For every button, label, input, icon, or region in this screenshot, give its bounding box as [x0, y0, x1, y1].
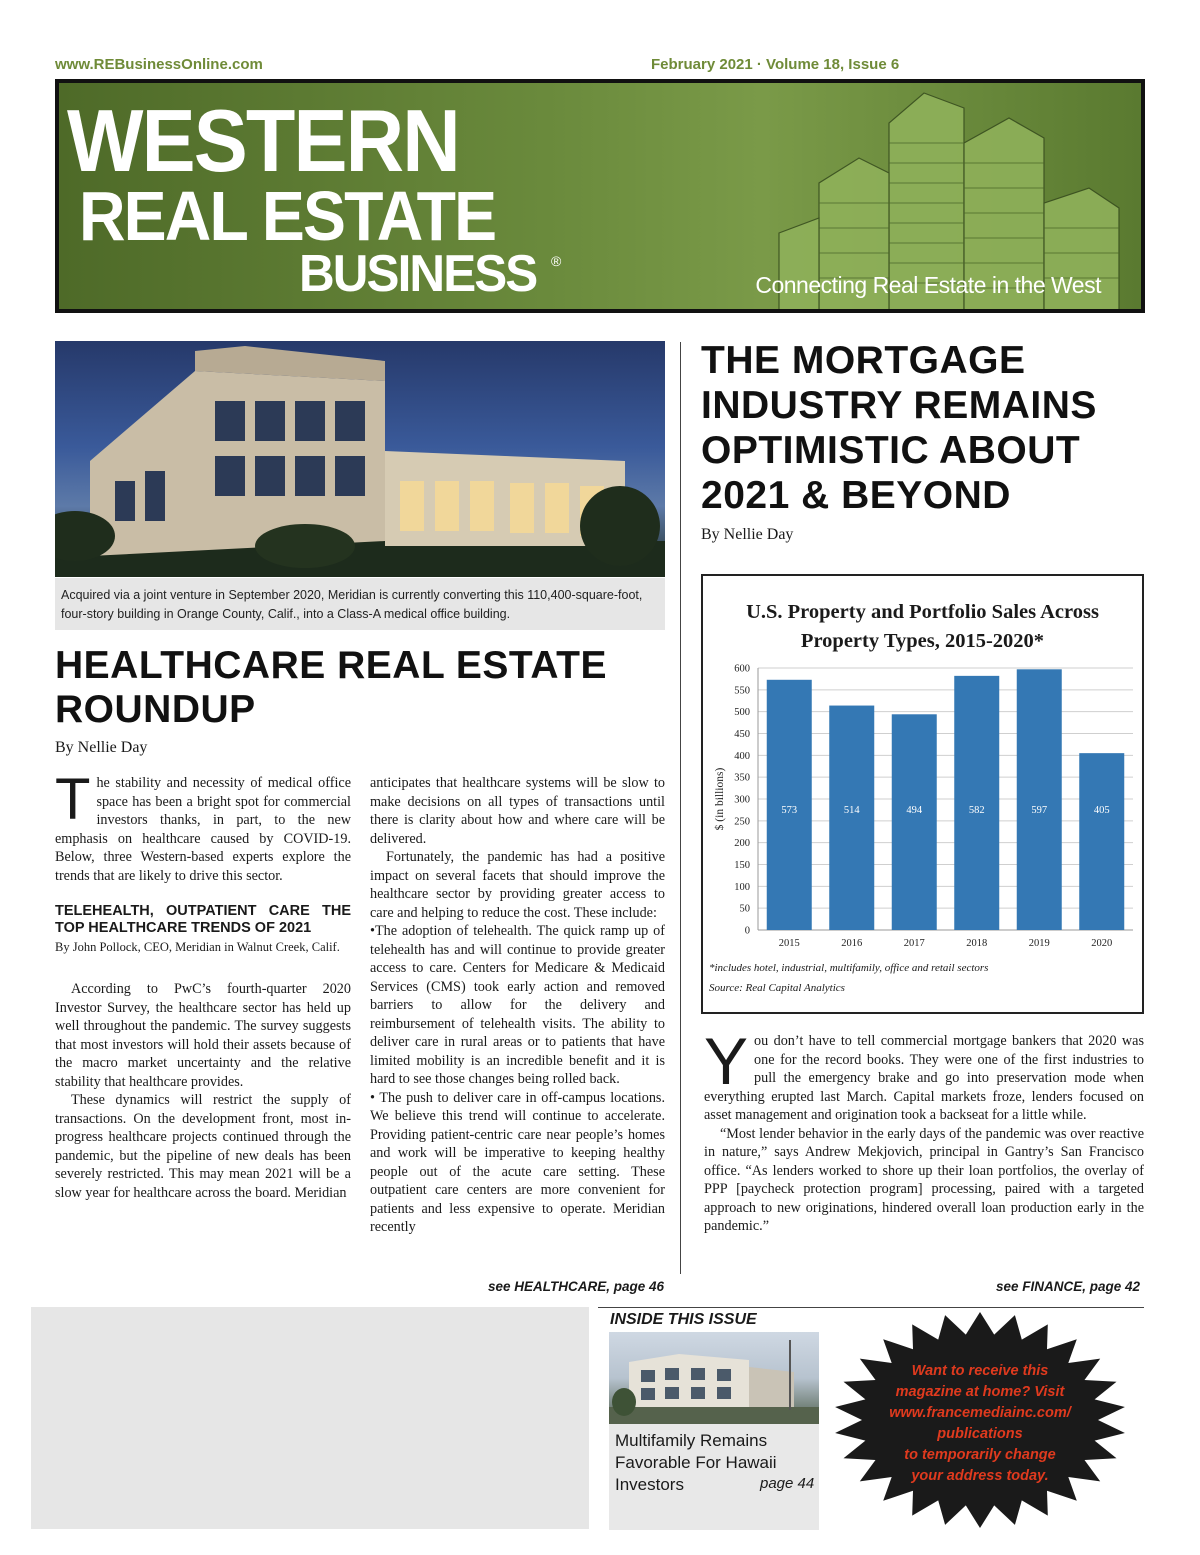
chart-data-label: 597 [1031, 805, 1048, 816]
healthcare-dropcap: T [55, 767, 91, 832]
masthead-title-western: WESTERN [67, 91, 459, 190]
healthcare-continued-link[interactable]: see HEALTHCARE, page 46 [488, 1279, 665, 1294]
sales-chart [701, 574, 1144, 1014]
chart-y-tick-label: 50 [739, 903, 750, 915]
chart-bar [892, 714, 937, 930]
chart-y-tick-label: 0 [744, 925, 750, 937]
column-divider [680, 342, 681, 1274]
healthcare-para-1: According to PwC’s fourth-quarter 2020 Investor Survey, the healthcare sector has held up well throughout the pandemic. The survey suggests that most investors will hold their assets because of the macro market uncertainty and the relative stability that healthcare provides. [55, 981, 351, 1090]
chart-y-tick-label: 250 [734, 816, 750, 828]
building-photo [55, 341, 665, 577]
promo-line-1: Want to receive this [911, 1363, 1049, 1379]
promo-line-6: your address today. [911, 1468, 1049, 1484]
healthcare-column-2 [370, 774, 665, 1237]
healthcare-sub-byline: By John Pollock, CEO, Meridian in Walnut Creek, Calif. [55, 940, 340, 954]
healthcare-headline-line2: ROUNDUP [55, 687, 256, 731]
masthead [55, 79, 1145, 313]
chart-plot [703, 658, 1142, 958]
registered-mark: ® [551, 253, 562, 269]
chart-y-axis-label: $ (in billions) [714, 767, 726, 831]
healthcare-bullet-2: • The push to deliver care in off-campus locations. We believe this trend will continue to accelerate. Providing patient-centric care near people’s homes and work will be imperative to keeping healthy people out of the acute care setting. These outpatient care centers are more convenient for patients and less expensive to operate. Meridian recently [370, 1089, 665, 1235]
healthcare-headline-line1: HEALTHCARE REAL ESTATE [55, 644, 607, 687]
chart-data-label: 514 [843, 805, 860, 816]
chart-x-tick-label: 2019 [1028, 938, 1050, 949]
chart-x-tick-label: 2018 [966, 938, 988, 949]
chart-y-tick-label: 350 [734, 772, 750, 784]
chart-y-tick-label: 100 [734, 881, 750, 893]
building-illustration [55, 341, 665, 577]
chart-data-label: 573 [781, 805, 798, 816]
healthcare-column-1 [55, 767, 351, 1202]
chart-bar [1079, 753, 1124, 930]
healthcare-col2-para-1: anticipates that healthcare systems will be slow to make decisions on all types of transactions until there is clarity about how and where care will be delivered. [370, 775, 665, 847]
masthead-title-real-estate: REAL ESTATE [79, 177, 496, 255]
promo-line-3[interactable]: www.francemediainc.com/ [889, 1405, 1071, 1421]
mortgage-headline-line2: INDUSTRY REMAINS [701, 384, 1097, 427]
chart-data-label: 494 [906, 805, 923, 816]
mortgage-para-1: ou don’t have to tell commercial mortgage bankers that 2020 was one for the record books. They were one of the first industries to pull the emergency brake and go into preservation mode when everything erupted last March. Capital markets froze, lenders focused on asset management and origination took a backseat for a little while. [704, 1033, 1144, 1123]
inside-issue-rule [598, 1307, 1144, 1308]
masthead-title-business: BUSINESS [299, 245, 537, 303]
multifamily-illustration [609, 1332, 819, 1424]
mortgage-body [704, 1024, 1144, 1236]
healthcare-col2-para-2: Fortunately, the pandemic has had a positive impact on several facets that should improve the healthcare sector by providing greater access to care and helping to reduce the cost. These include: [370, 849, 665, 921]
mortgage-headline [701, 338, 1097, 518]
chart-y-tick-label: 450 [734, 729, 750, 740]
healthcare-headline [55, 644, 607, 731]
chart-source: Source: Real Capital Analytics [709, 982, 845, 994]
chart-x-tick-label: 2015 [778, 938, 800, 949]
chart-data-label: 582 [968, 805, 985, 816]
chart-y-tick-label: 500 [734, 707, 750, 719]
chart-y-tick-label: 150 [734, 860, 750, 871]
chart-footnote: *includes hotel, industrial, multifamily, office and retail sectors [709, 962, 989, 974]
healthcare-bullet-1: •The adoption of telehealth. The quick ramp up of telehealth has and will continue to provide greater access to care. Centers for Medicare & Medicaid Services (CMS) took early action and removed barriers to allow for the delivery and reimbursement of telehealth visits. The ability to deliver care in rural areas or to patients that have limited mobility is an incredible benefit and it is hard to see those changes being rolled back. [370, 923, 665, 1087]
mortgage-headline-line4: 2021 & BEYOND [701, 474, 1011, 517]
website-url: www.REBusinessOnline.com [55, 56, 263, 73]
chart-x-tick-label: 2020 [1091, 938, 1113, 949]
mortgage-byline: By Nellie Day [701, 526, 794, 543]
chart-y-tick-label: 600 [734, 663, 750, 675]
chart-title [703, 598, 1142, 656]
chart-bar [1017, 669, 1062, 930]
healthcare-byline: By Nellie Day [55, 739, 148, 756]
inside-issue-photo [609, 1332, 819, 1424]
healthcare-para-2: These dynamics will restrict the supply of transactions. On the development front, most in-progress healthcare projects continued through the pandemic, but the pipeline of new deals has been severely restricted. This may mean 2021 will be a slow year for healthcare across the board. Meridian [55, 1092, 351, 1201]
chart-y-tick-label: 300 [734, 794, 750, 806]
inside-issue-label: INSIDE THIS ISSUE [610, 1311, 757, 1328]
finance-continued-link[interactable]: see FINANCE, page 42 [996, 1279, 1141, 1294]
healthcare-subhead: TELEHEALTH, OUTPATIENT CARE THE TOP HEALTHCARE TRENDS OF 2021 [55, 903, 351, 936]
chart-y-tick-label: 550 [734, 685, 750, 697]
mortgage-dropcap: Y [704, 1024, 749, 1098]
chart-title-line2: Property Types, 2015-2020* [800, 630, 1045, 652]
inside-issue-story[interactable]: Multifamily Remains Favorable For Hawaii Investors [615, 1431, 777, 1494]
mortgage-headline-line1: THE MORTGAGE [701, 339, 1026, 382]
chart-x-tick-label: 2016 [841, 938, 863, 949]
chart-bar [954, 676, 999, 930]
photo-caption: Acquired via a joint venture in September 2020, Meridian is currently converting this 110,400-square-foot, four-story building in Orange County, Calif., into a Class-A medical office building. [55, 578, 665, 630]
promo-text[interactable] [870, 1361, 1090, 1487]
healthcare-intro: he stability and necessity of medical office space has been a bright spot for commercial investors thanks, in part, to the new emphasis on healthcare caused by COVID-19. Below, three Western-based experts explore the trends that are likely to drive this sector. [55, 775, 351, 884]
masthead-tagline: Connecting Real Estate in the West [755, 272, 1101, 298]
chart-title-line1: U.S. Property and Portfolio Sales Across [746, 601, 1099, 623]
inside-issue-page: page 44 [760, 1475, 815, 1492]
promo-line-5: to temporarily change [904, 1447, 1056, 1463]
mortgage-headline-line3: OPTIMISTIC ABOUT [701, 429, 1081, 472]
chart-x-tick-label: 2017 [903, 938, 925, 949]
ad-placeholder [31, 1307, 589, 1529]
chart-data-label: 405 [1093, 805, 1110, 816]
chart-bar [829, 706, 874, 930]
mortgage-para-2: “Most lender behavior in the early days of the pandemic was over reactive in nature,” says Andrew Mekjovich, principal in Gantry’s San Francisco office. “As lenders worked to shore up their loan portfolios, the overlay of PPP [paycheck protection program] processing, paired with a targeted approach to new originations, hindered overall loan production early in the pandemic.” [704, 1125, 1144, 1234]
chart-y-tick-label: 200 [734, 838, 750, 850]
promo-line-4[interactable]: publications [937, 1426, 1023, 1442]
issue-date: February 2021 · Volume 18, Issue 6 [651, 56, 900, 73]
promo-line-2: magazine at home? Visit [895, 1384, 1065, 1400]
chart-y-tick-label: 400 [734, 750, 750, 762]
